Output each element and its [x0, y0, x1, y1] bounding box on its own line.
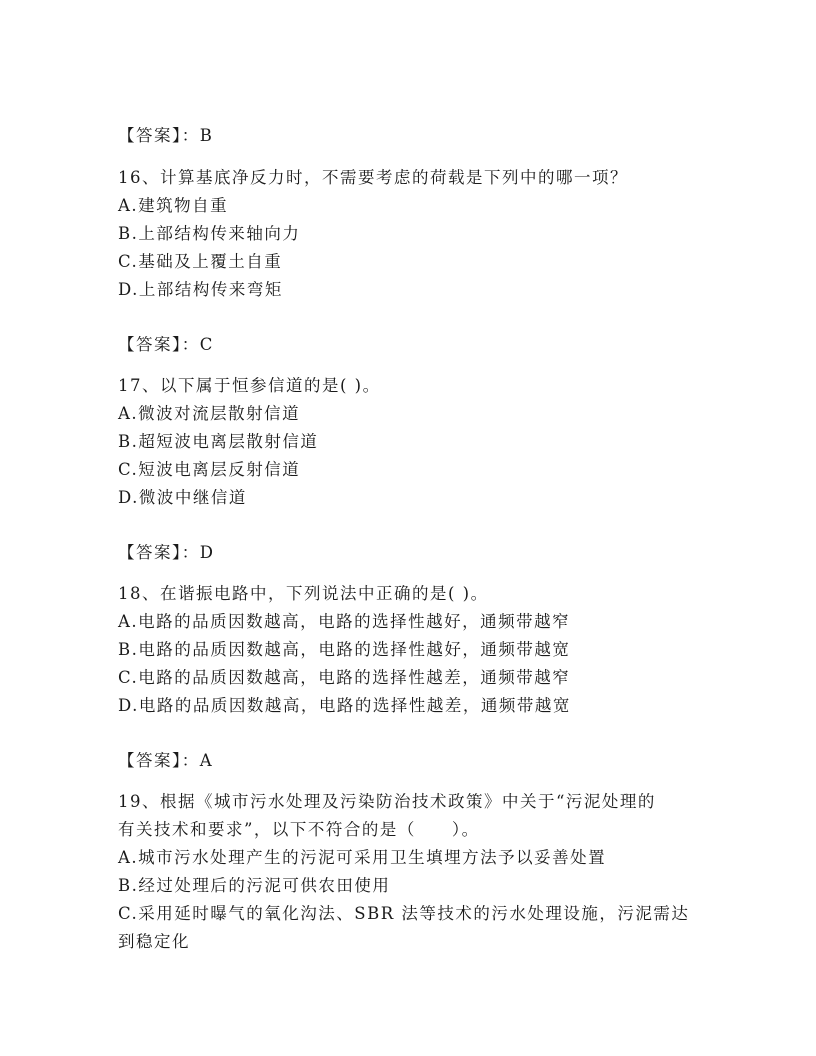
question-19-option-c-line-1: C.采用延时曝气的氧化沟法、SBR 法等技术的污水处理设施，污泥需达: [118, 904, 690, 923]
answer-17: 【答案】：D: [118, 543, 215, 562]
question-17-option-a: A.微波对流层散射信道: [118, 404, 301, 423]
question-16-option-d: D.上部结构传来弯矩: [118, 280, 283, 299]
question-17-option-d: D.微波中继信道: [118, 488, 247, 507]
answer-18: 【答案】：A: [118, 751, 214, 770]
question-16-stem: 16、计算基底净反力时，不需要考虑的荷载是下列中的哪一项？: [118, 168, 628, 187]
question-17-stem: 17、以下属于恒参信道的是( )。: [118, 376, 381, 395]
question-19-option-b: B.经过处理后的污泥可供农田使用: [118, 876, 391, 895]
question-17-option-c: C.短波电离层反射信道: [118, 460, 301, 479]
answer-15: 【答案】：B: [118, 126, 214, 145]
question-19-option-a: A.城市污水处理产生的污泥可采用卫生填埋方法予以妥善处置: [118, 848, 607, 867]
question-18-option-d: D.电路的品质因数越高，电路的选择性越差，通频带越宽: [118, 696, 571, 715]
question-19-stem-line-1: 19、根据《城市污水处理及污染防治技术政策》中关于“污泥处理的: [118, 792, 656, 811]
answer-16: 【答案】：C: [118, 335, 214, 354]
question-19-option-c-line-2: 到稳定化: [118, 932, 190, 951]
question-18-option-a: A.电路的品质因数越高，电路的选择性越好，通频带越窄: [118, 612, 571, 631]
question-18-option-c: C.电路的品质因数越高，电路的选择性越差，通频带越窄: [118, 668, 571, 687]
question-18-option-b: B.电路的品质因数越高，电路的选择性越好，通频带越宽: [118, 640, 571, 659]
question-16-option-a: A.建筑物自重: [118, 196, 229, 215]
question-16-option-b: B.上部结构传来轴向力: [118, 224, 301, 243]
question-18-stem: 18、在谐振电路中，下列说法中正确的是( )。: [118, 584, 489, 603]
question-17-option-b: B.超短波电离层散射信道: [118, 432, 319, 451]
question-19-stem-line-2: 有关技术和要求”，以下不符合的是（ ）。: [118, 820, 480, 839]
question-16-option-c: C.基础及上覆土自重: [118, 252, 283, 271]
